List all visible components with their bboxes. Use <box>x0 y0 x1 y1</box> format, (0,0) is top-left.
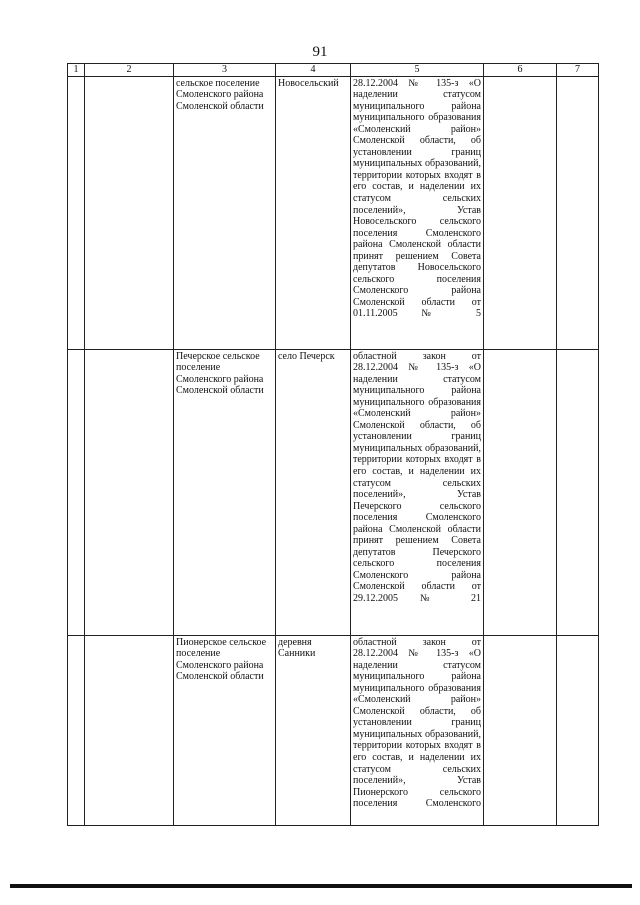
cell-col6 <box>484 76 557 349</box>
cell-col1 <box>68 635 85 825</box>
header-col-6: 6 <box>484 64 557 77</box>
cell-legal-basis: областной закон от 28.12.2004 № 135-з «О наделении статусом муниципального района муниципального образования «Смоленский район» Смоленской области, об установлении границ муниципальных образований, территории которых входят в его состав, и наделении их статусом сельских поселений», Устав Пионерского сельского поселения Смоленского <box>351 635 484 825</box>
cell-col6 <box>484 635 557 825</box>
cell-col2 <box>85 76 174 349</box>
cell-col2 <box>85 349 174 635</box>
header-col-7: 7 <box>557 64 599 77</box>
cell-col2 <box>85 635 174 825</box>
cell-col1 <box>68 76 85 349</box>
cell-col7 <box>557 635 599 825</box>
cell-admin-center: деревня Санники <box>276 635 351 825</box>
cell-settlement-name: сельское поселение Смоленского района Смоленской области <box>174 76 276 349</box>
table-row <box>68 76 599 349</box>
cell-col6 <box>484 349 557 635</box>
cell-legal-basis: 28.12.2004 № 135-з «О наделении статусом муниципального района муниципального образования «Смоленский район» Смоленской области, об установлении границ муниципальных образований, территории которых входят в его состав, и наделении их статусом сельских поселений», Устав Новосельского сельского поселения Смоленского района Смоленской области принят решением Совета депутатов Новосельского сельского поселения Смоленского района Смоленской области от 01.11.2005 № 5 <box>351 76 484 349</box>
header-col-3: 3 <box>174 64 276 77</box>
municipal-table <box>67 63 599 826</box>
header-col-5: 5 <box>351 64 484 77</box>
cell-admin-center: село Печерск <box>276 349 351 635</box>
cell-col7 <box>557 349 599 635</box>
cell-legal-basis: областной закон от 28.12.2004 № 135-з «О наделении статусом муниципального района муниципального образования «Смоленский район» Смоленской области, об установлении границ муниципальных образований, территории которых входят в его состав, и наделении их статусом сельских поселений», Устав Печерского сельского поселения Смоленского района Смоленской области принят решением Совета депутатов Печерского сельского поселения Смоленского района Смоленской области от 29.12.2005 № 21 <box>351 349 484 635</box>
page-number: 91 <box>312 44 328 60</box>
cell-col7 <box>557 76 599 349</box>
header-row <box>68 64 599 77</box>
table-row <box>68 635 599 825</box>
header-col-1: 1 <box>68 64 85 77</box>
table-row <box>68 349 599 635</box>
cell-col1 <box>68 349 85 635</box>
header-col-4: 4 <box>276 64 351 77</box>
cell-admin-center: Новосельский <box>276 76 351 349</box>
cell-settlement-name: Пионерское сельское поселение Смоленского района Смоленской области <box>174 635 276 825</box>
cell-settlement-name: Печерское сельское поселение Смоленского района Смоленской области <box>174 349 276 635</box>
footer-rule <box>10 884 632 888</box>
header-col-2: 2 <box>85 64 174 77</box>
